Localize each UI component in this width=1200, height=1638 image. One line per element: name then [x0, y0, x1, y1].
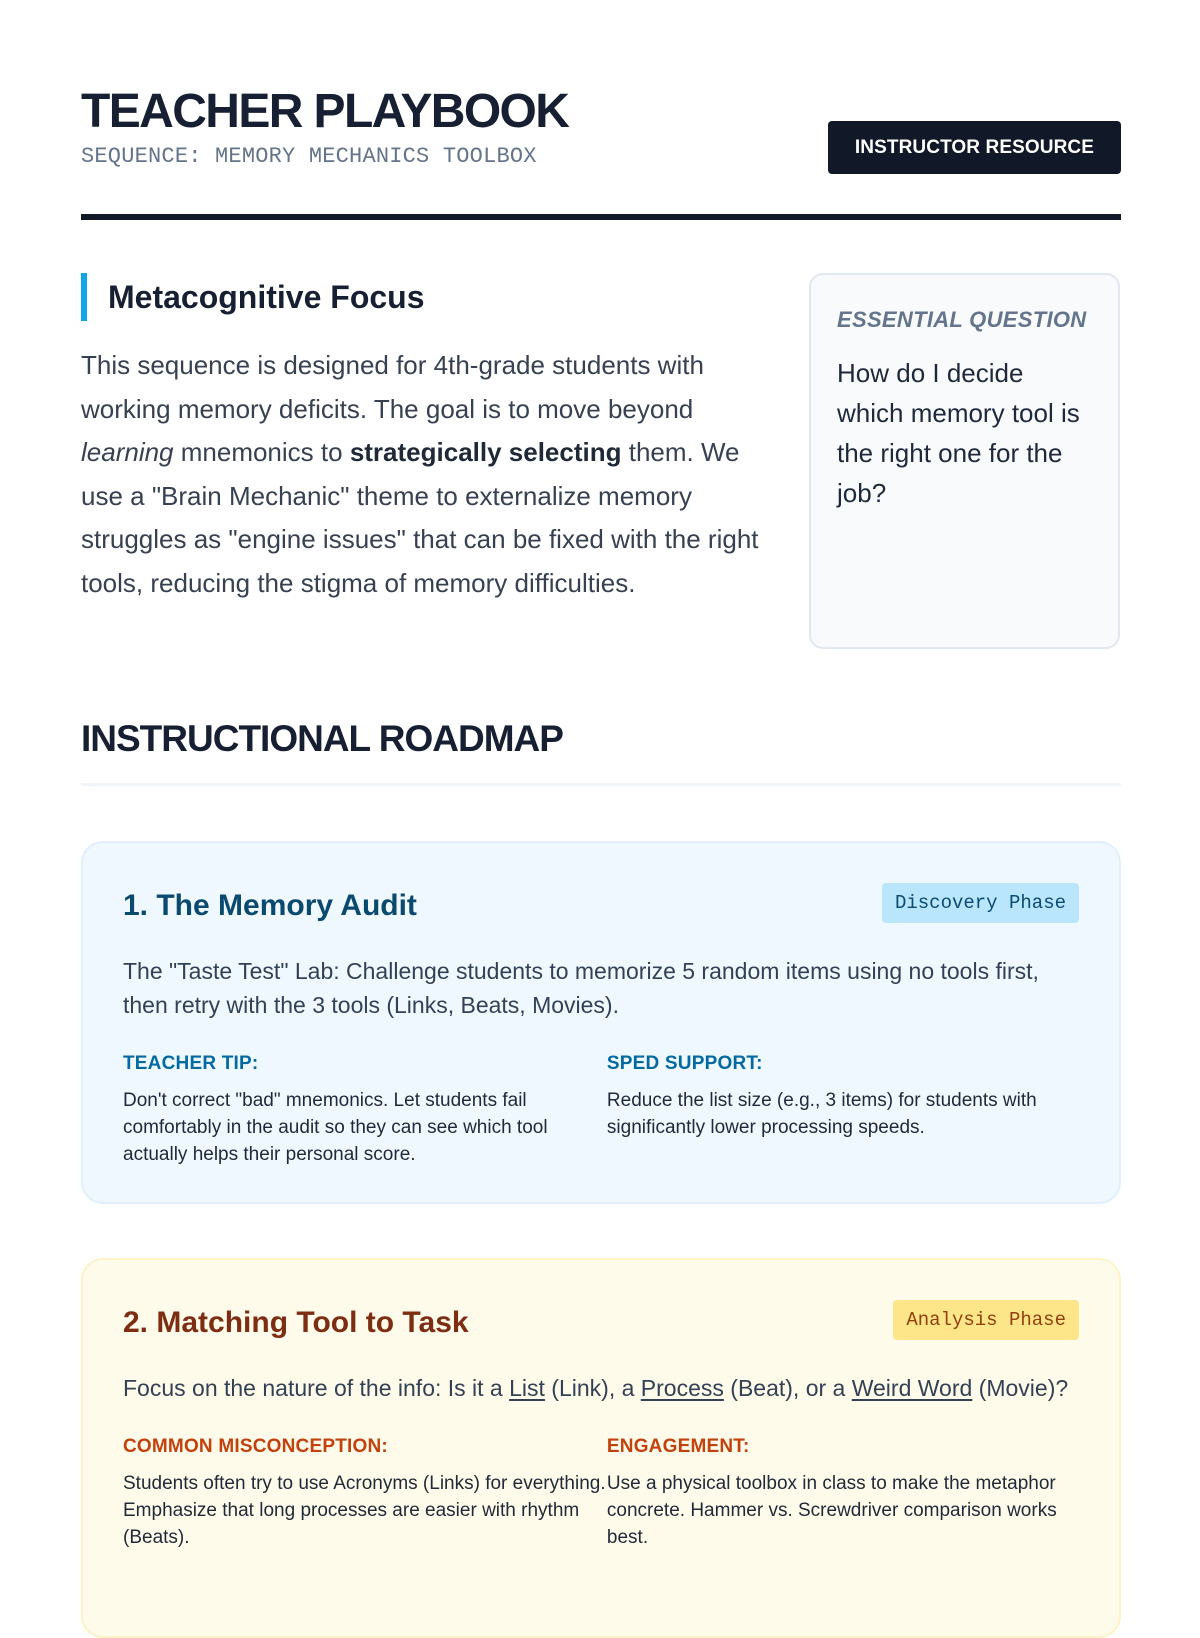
note-text: Don't correct "bad" mnemonics. Let students fail comfortably in the audit so they can see which tool actually helps their personal score.	[123, 1090, 548, 1165]
desc-text-part: (Beat), or a	[723, 1375, 852, 1401]
note-text: Reduce the list size (e.g., 3 items) for students with significantly lower processing speeds.	[606, 1090, 1037, 1138]
focus-text-part: This sequence is designed for 4th-grade students with working memory deficits. The goal is to move beyond	[81, 350, 704, 424]
essential-question-label: ESSENTIAL QUESTION	[837, 307, 1087, 332]
desc-text-part: (Movie)?	[972, 1375, 1069, 1401]
desc-text-part: (Link), a	[544, 1375, 641, 1401]
focus-heading-text: Metacognitive Focus	[108, 278, 425, 315]
note-text: Students often try to use Acronyms (Links) for everything. Emphasize that long processes are easier with rhythm (Beats).	[123, 1473, 606, 1548]
desc-text-part: Focus on the nature of the info: Is it a	[123, 1375, 510, 1401]
focus-strong: strategically selecting	[349, 437, 622, 467]
essential-question-card	[809, 273, 1120, 649]
roadmap-title: INSTRUCTIONAL ROADMAP	[81, 718, 563, 759]
note-text: Use a physical toolbox in class to make the metaphor concrete. Hammer vs. Screwdriver comparison works best.	[606, 1473, 1057, 1548]
essential-question-text: How do I decide which memory tool is the right one for the job?	[837, 358, 1080, 508]
phase-description: The "Taste Test" Lab: Challenge students to memorize 5 random items using no tools first, then retry with the 3 tools (Links, Beats, Movies).	[123, 958, 1039, 1018]
note-label: COMMON MISCONCEPTION:	[123, 1436, 388, 1457]
focus-emphasis: learning	[81, 437, 174, 467]
sped-support	[607, 1053, 1079, 1168]
instructor-resource-badge: INSTRUCTOR RESOURCE	[828, 121, 1121, 174]
metacognitive-focus-section	[81, 272, 761, 631]
phase-tag: Discovery Phase	[882, 883, 1079, 923]
phase-title: 1. The Memory Audit	[123, 889, 417, 922]
sequence-subtitle: SEQUENCE: MEMORY MECHANICS TOOLBOX	[81, 144, 537, 169]
roadmap-divider	[81, 783, 1121, 786]
phase-header	[123, 843, 1079, 961]
phase-header	[123, 1260, 1079, 1378]
phase-notes	[123, 1436, 1079, 1551]
focus-text-part: mnemonics to	[173, 437, 350, 467]
page-header	[81, 84, 1121, 220]
common-misconception	[123, 1436, 607, 1551]
page-title: TEACHER PLAYBOOK	[81, 85, 569, 138]
phase-tag: Analysis Phase	[893, 1300, 1079, 1340]
phase-title: 2. Matching Tool to Task	[123, 1306, 469, 1339]
underlined-term-list: List	[509, 1375, 545, 1401]
underlined-term-process: Process	[640, 1375, 724, 1401]
phase-notes	[123, 1053, 1079, 1168]
focus-heading	[81, 272, 761, 322]
engagement	[607, 1436, 1079, 1551]
heading-accent-bar	[81, 273, 87, 321]
note-label: SPED SUPPORT:	[606, 1053, 763, 1074]
phase-card-memory-audit	[81, 841, 1121, 1204]
focus-text-part: them. We use a "Brain Mechanic" theme to externalize memory struggles as "engine issues" that can be fixed with the right tools, reducing the stigma of memory difficulties.	[81, 437, 759, 598]
teacher-tip	[123, 1053, 607, 1168]
focus-paragraph	[81, 344, 761, 605]
phase-card-matching-tool	[81, 1258, 1121, 1638]
note-label: ENGAGEMENT:	[606, 1436, 750, 1457]
note-label: TEACHER TIP:	[123, 1053, 259, 1074]
header-divider	[81, 214, 1121, 220]
underlined-term-weird-word: Weird Word	[851, 1375, 973, 1401]
